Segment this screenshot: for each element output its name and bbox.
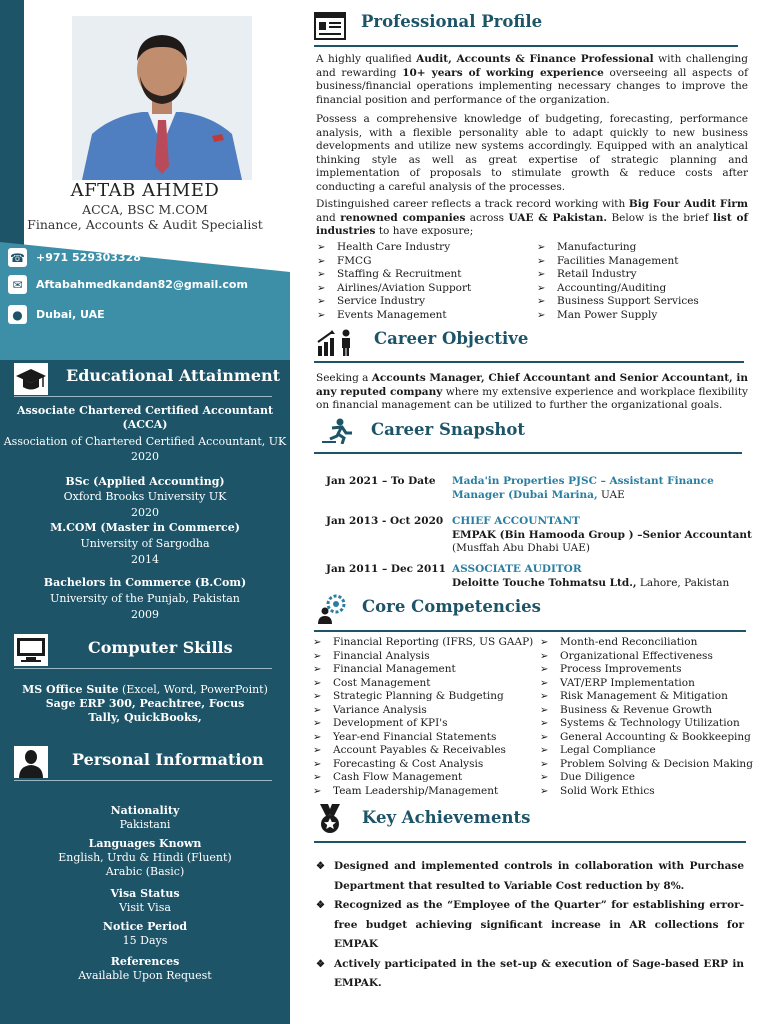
key-achievements-divider [314, 841, 746, 843]
list-item: ➢ Forecasting & Cost Analysis [313, 758, 533, 772]
personal-label: References [110, 955, 180, 968]
list-item: ➢ Development of KPI's [313, 717, 533, 731]
list-item: ➢ Staffing & Recruitment [317, 268, 471, 282]
professional-profile-header [361, 12, 542, 31]
snapshot-entry: CHIEF ACCOUNTANT EMPAK (Bin Hamooda Group ) –Senior Accountant (Musffah Abu Dhabi UAE) [452, 515, 752, 554]
education-item: Bachelors in Commerce (B.Com) [43, 576, 247, 589]
list-item: ➢ Cash Flow Management [313, 771, 533, 785]
snapshot-entry: Mada'in Properties PJSC – Assistant Finance Manager (Dubai Marina, UAE [452, 475, 714, 501]
list-item: ➢ Cost Management [313, 677, 533, 691]
personal-value: 15 Days [122, 934, 168, 947]
profile-card-icon [314, 12, 346, 40]
phone-text: +971 529303328 [36, 251, 141, 264]
person-silhouette-icon [14, 746, 48, 778]
industries-list-left [317, 241, 471, 322]
computer-skills-line: MS Office Suite (Excel, Word, PowerPoint) [22, 683, 268, 696]
snapshot-entry: ASSOCIATE AUDITOR Deloitte Touche Tohmatsu Ltd., Lahore, Pakistan [452, 563, 730, 589]
list-item: ➢ Month-end Reconciliation [540, 636, 753, 650]
education-item: BSc (Applied Accounting) [65, 475, 225, 488]
candidate-title: Finance, Accounts & Audit Specialist [27, 217, 263, 232]
personal-value: Available Upon Request [78, 969, 212, 982]
list-item: ➢ Risk Management & Mitigation [540, 690, 753, 704]
list-item: ➢ General Accounting & Bookkeeping [540, 731, 753, 745]
computer-skills-line: Tally, QuickBooks, [88, 711, 202, 724]
profile-paragraph-2: Possess a comprehensive knowledge of budgeting, forecasting, performance analysis, with a flexible personality able to adapt quickly to new business developments and utilize new systems accordingly. Equipped with an analytical thinking style as well as great expertise of strategic planning and implementation of proposals to stimulate growth & reduce costs after conducting a careful analysis of the processes. [316, 113, 748, 193]
achievements-list [316, 857, 744, 994]
core-competencies-divider [314, 630, 746, 632]
list-item: ➢ Team Leadership/Management [313, 785, 533, 799]
snapshot-date: Jan 2021 – To Date [326, 475, 436, 487]
contact-location [8, 305, 105, 324]
achievement-item: ❖ Designed and implemented controls in collaboration with Purchase Department that resulted to Variable Cost reduction by 8%. [316, 857, 744, 896]
list-item: ➢ Business & Revenue Growth [540, 704, 753, 718]
education-heading: Educational Attainment [66, 366, 281, 385]
career-objective-header [374, 329, 528, 348]
list-item: ➢ Man Power Supply [537, 309, 699, 323]
key-achievements-header [362, 808, 530, 827]
snapshot-date: Jan 2013 - Oct 2020 [326, 515, 444, 527]
left-sidebar [0, 360, 290, 1024]
contact-email[interactable] [8, 275, 248, 294]
career-objective-heading: Career Objective [374, 329, 529, 348]
medal-icon [316, 804, 344, 834]
list-item: ➢ Events Management [317, 309, 471, 323]
competencies-list-left [313, 636, 533, 798]
list-item: ➢ Variance Analysis [313, 704, 533, 718]
email-icon: ✉ [8, 275, 27, 294]
location-pin-icon: ● [8, 305, 27, 324]
education-school: Association of Chartered Certified Accountant, UK [3, 435, 287, 448]
career-snapshot-header [371, 420, 525, 439]
education-school: University of Sargodha [80, 537, 210, 550]
education-year: 2014 [131, 553, 159, 566]
industries-list-right [537, 241, 699, 322]
list-item: ➢ Business Support Services [537, 295, 699, 309]
personal-label: Visa Status [110, 887, 180, 900]
personal-value: Visit Visa [119, 901, 171, 914]
list-item: ➢ Year-end Financial Statements [313, 731, 533, 745]
contact-phone[interactable] [8, 248, 141, 267]
core-competencies-heading: Core Competencies [362, 597, 541, 616]
list-item: ➢ Legal Compliance [540, 744, 753, 758]
list-item: ➢ Solid Work Ethics [540, 785, 753, 799]
education-year: 2020 [131, 450, 159, 463]
list-item: ➢ Problem Solving & Decision Making [540, 758, 753, 772]
professional-profile-divider [314, 45, 738, 47]
personal-label: Languages Known [88, 837, 202, 850]
education-school: Oxford Brooks University UK [63, 490, 227, 503]
personal-value: Pakistani [119, 818, 171, 831]
computer-monitor-icon [14, 634, 48, 666]
core-competencies-header [362, 597, 541, 616]
competencies-list-right [540, 636, 753, 798]
list-item: ➢ Retail Industry [537, 268, 699, 282]
personal-label: Nationality [110, 804, 180, 817]
candidate-name: AFTAB AHMED [70, 180, 220, 201]
computer-skills-heading: Computer Skills [88, 638, 233, 657]
personal-label: Notice Period [102, 920, 188, 933]
list-item: ➢ FMCG [317, 255, 471, 269]
education-divider [14, 396, 272, 397]
education-year: 2020 [131, 506, 159, 519]
list-item: ➢ Facilities Management [537, 255, 699, 269]
list-item: ➢ Accounting/Auditing [537, 282, 699, 296]
achievement-item: ❖ Actively participated in the set-up & execution of Sage-based ERP in EMPAK. [316, 955, 744, 994]
list-item: ➢ Manufacturing [537, 241, 699, 255]
list-item: ➢ Organizational Effectiveness [540, 650, 753, 664]
list-item: ➢ Service Industry [317, 295, 471, 309]
email-text: Aftabahmedkandan82@gmail.com [36, 278, 248, 291]
personal-value: English, Urdu & Hindi (Fluent) [58, 851, 232, 864]
list-item: ➢ Due Diligence [540, 771, 753, 785]
list-item: ➢ Airlines/Aviation Support [317, 282, 471, 296]
list-item: ➢ Health Care Industry [317, 241, 471, 255]
personal-info-heading: Personal Information [72, 750, 264, 769]
career-objective-text: Seeking a Accounts Manager, Chief Accountant and Senior Accountant, in any reputed company where my extensive experience and workplace flexibility on financial management can be utilized to further the organizational goals. [316, 372, 748, 411]
profile-photo [72, 16, 252, 180]
career-snapshot-divider [314, 452, 742, 454]
personal-value: Arabic (Basic) [105, 865, 185, 878]
education-item: M.COM (Master in Commerce) [50, 521, 240, 534]
list-item: ➢ Systems & Technology Utilization [540, 717, 753, 731]
running-figure-icon [320, 418, 356, 444]
snapshot-date: Jan 2011 – Dec 2011 [326, 563, 446, 575]
career-objective-divider [314, 361, 744, 363]
computer-skills-divider [14, 668, 272, 669]
profile-paragraph-3: Distinguished career reflects a track record working with Big Four Audit Firm and renowned companies across UAE & Pakistan. Below is the brief list of industries to have exposure; [316, 198, 748, 237]
professional-profile-heading: Professional Profile [361, 12, 543, 31]
graduation-cap-icon [14, 363, 48, 395]
list-item: ➢ Account Payables & Receivables [313, 744, 533, 758]
achievement-item: ❖ Recognized as the “Employee of the Quarter” for establishing error-free budget achieving significant increase in AR collections for EMPAK [316, 896, 744, 955]
list-item: ➢ Strategic Planning & Budgeting [313, 690, 533, 704]
list-item: ➢ VAT/ERP Implementation [540, 677, 753, 691]
candidate-qualifications: ACCA, BSC M.COM [82, 202, 208, 217]
gear-person-icon [316, 593, 348, 625]
education-item: Associate Chartered Certified Accountant (ACCA) [16, 404, 274, 431]
career-growth-icon [316, 328, 356, 356]
list-item: ➢ Process Improvements [540, 663, 753, 677]
list-item: ➢ Financial Management [313, 663, 533, 677]
education-year: 2009 [131, 608, 159, 621]
education-school: University of the Punjab, Pakistan [50, 592, 240, 605]
computer-skills-line: Sage ERP 300, Peachtree, Focus [45, 697, 245, 710]
personal-info-divider [14, 780, 272, 781]
key-achievements-heading: Key Achievements [362, 808, 531, 827]
career-snapshot-heading: Career Snapshot [371, 420, 526, 439]
list-item: ➢ Financial Analysis [313, 650, 533, 664]
location-text: Dubai, UAE [36, 308, 105, 321]
list-item: ➢ Financial Reporting (IFRS, US GAAP) [313, 636, 533, 650]
profile-paragraph-1: A highly qualified Audit, Accounts & Finance Professional with challenging and rewarding 10+ years of working experience overseeing all aspects of business/financial operations implementing necessary changes to improve the financial position and performance of the organization. [316, 53, 748, 106]
phone-icon: ☎ [8, 248, 27, 267]
